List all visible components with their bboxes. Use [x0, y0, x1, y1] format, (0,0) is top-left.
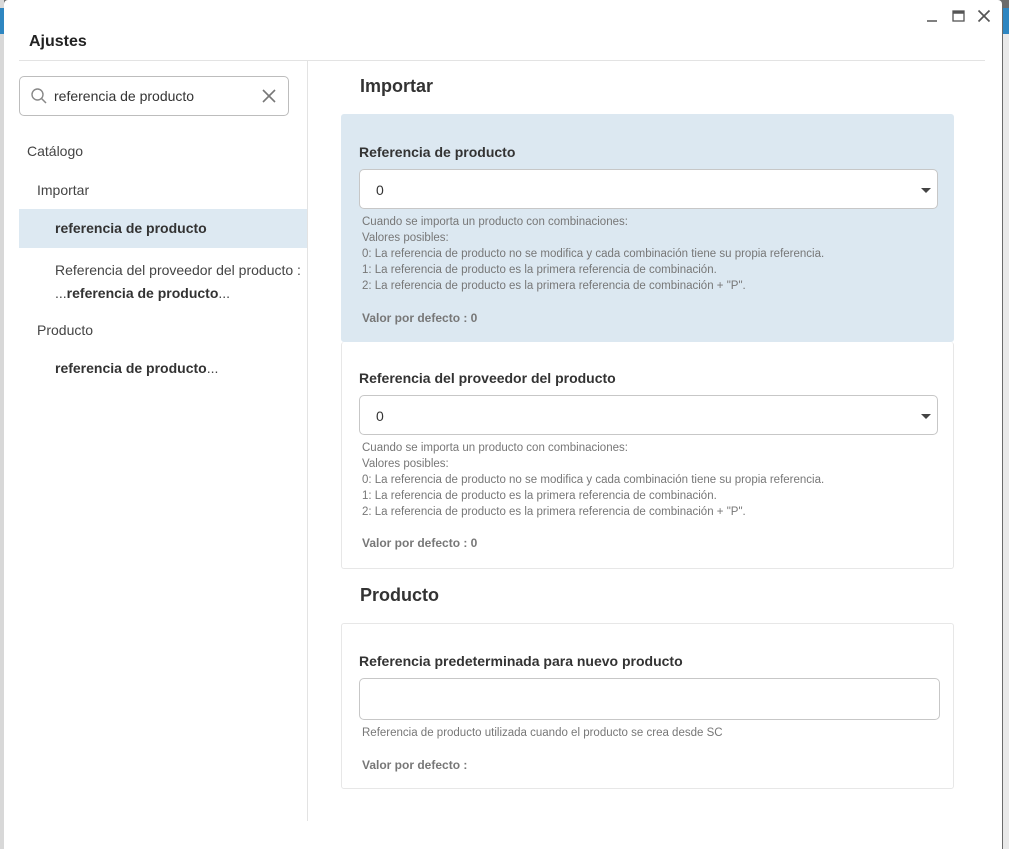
- setting-card-referencia-predeterminada: [341, 623, 954, 789]
- background-app-edge-right: [1003, 34, 1009, 849]
- tree-group-importar[interactable]: Importar: [37, 182, 90, 198]
- tree-item-referencia-producto-producto[interactable]: [19, 349, 307, 388]
- help-line: 1: La referencia de producto es la primera referencia de combinación.: [362, 490, 717, 502]
- clear-search-icon[interactable]: [260, 87, 278, 105]
- help-line: 0: La referencia de producto no se modifica y cada combinación tiene su propia referencia.: [362, 474, 825, 486]
- field-default: Valor por defecto :: [362, 758, 468, 772]
- maximize-icon[interactable]: [950, 8, 966, 24]
- tree-item-match: referencia de producto: [55, 360, 207, 376]
- tree-category-catalogo[interactable]: Catálogo: [27, 143, 84, 159]
- window-controls: [924, 8, 992, 24]
- help-line: 0: La referencia de producto no se modifica y cada combinación tiene su propia referencia.: [362, 248, 825, 260]
- select-value: 0: [376, 408, 384, 424]
- referencia-proveedor-select[interactable]: [359, 395, 938, 435]
- field-help: [362, 725, 723, 741]
- tree-item-referencia-proveedor[interactable]: [19, 248, 307, 310]
- settings-sidebar: [19, 61, 308, 821]
- help-line: Cuando se importa un producto con combinaciones:: [362, 442, 628, 454]
- minimize-icon[interactable]: [924, 8, 940, 24]
- tree-item-referencia-producto[interactable]: [19, 209, 307, 248]
- tree-item-ellipsis-end: ...: [206, 360, 219, 376]
- help-line: Referencia de producto utilizada cuando el producto se crea desde SC: [362, 727, 723, 739]
- referencia-producto-select[interactable]: [359, 169, 938, 209]
- chevron-down-icon: [921, 414, 931, 419]
- chevron-down-icon: [921, 188, 931, 193]
- close-icon[interactable]: [976, 8, 992, 24]
- help-line: Valores posibles:: [362, 458, 449, 470]
- setting-card-referencia-producto: [341, 114, 954, 342]
- help-line: 2: La referencia de producto es la primera referencia de combinación + "P".: [362, 280, 746, 292]
- search-icon: [30, 87, 48, 105]
- tree-item-ellipsis-start: ...: [55, 285, 67, 301]
- search-input[interactable]: [54, 77, 260, 115]
- field-default: Valor por defecto : 0: [362, 311, 478, 325]
- background-accent-right: [1003, 8, 1009, 34]
- setting-card-referencia-proveedor: [341, 342, 954, 569]
- field-label: Referencia de producto: [359, 144, 516, 160]
- field-default: Valor por defecto : 0: [362, 536, 478, 550]
- section-title-importar: Importar: [360, 76, 434, 96]
- help-line: Valores posibles:: [362, 232, 449, 244]
- settings-content: [309, 61, 1002, 821]
- help-line: Cuando se importa un producto con combinaciones:: [362, 216, 628, 228]
- field-label: Referencia predeterminada para nuevo producto: [359, 653, 683, 669]
- referencia-predeterminada-input[interactable]: [359, 678, 940, 720]
- field-label: Referencia del proveedor del producto: [359, 370, 616, 386]
- modal-title: Ajustes: [29, 33, 87, 50]
- tree-item-match: referencia de producto: [55, 220, 207, 236]
- search-box: [19, 76, 289, 116]
- tree-item-ellipsis-end: ...: [218, 285, 231, 301]
- help-line: 2: La referencia de producto es la primera referencia de combinación + "P".: [362, 506, 746, 518]
- help-line: 1: La referencia de producto es la primera referencia de combinación.: [362, 264, 717, 276]
- section-title-producto: Producto: [360, 585, 439, 605]
- tree-group-producto[interactable]: Producto: [37, 322, 94, 338]
- tree-item-prefix: Referencia del proveedor del producto :: [55, 262, 301, 278]
- field-help: [362, 214, 824, 294]
- tree-item-match: referencia de producto: [66, 285, 219, 301]
- select-value: 0: [376, 182, 384, 198]
- settings-modal: [4, 0, 1002, 849]
- field-help: [362, 440, 824, 520]
- settings-tree: [19, 131, 307, 388]
